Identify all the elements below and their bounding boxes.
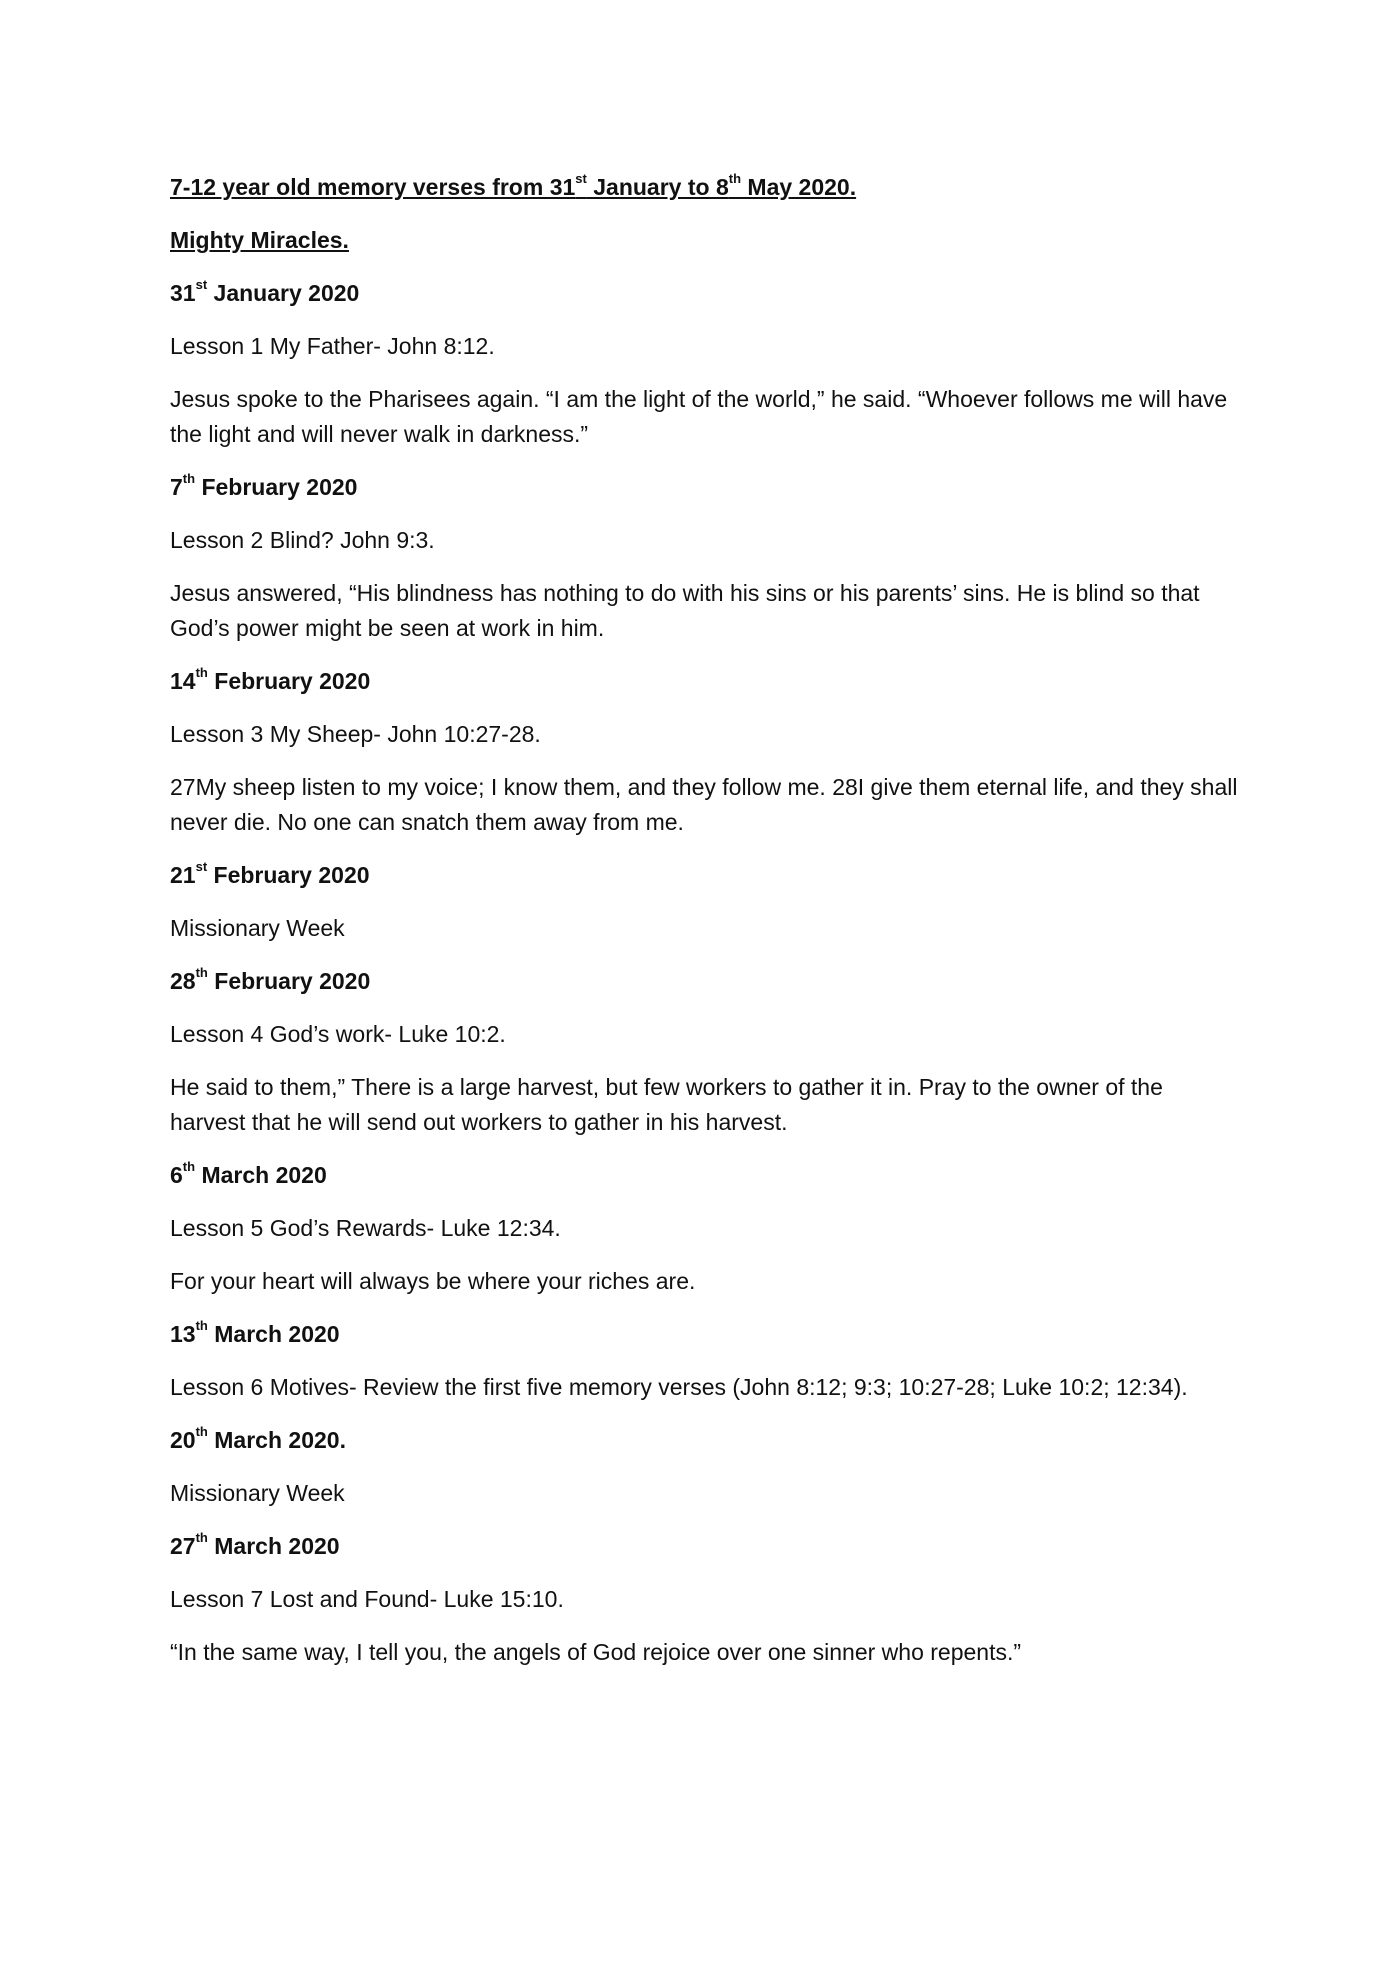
list-item	[170, 1158, 1240, 1299]
entries-list	[170, 276, 1240, 1670]
entry-verse: 27My sheep listen to my voice; I know them, and they follow me. 28I give them eternal life, and they shall never die. No one can snatch them away from me.	[170, 774, 1238, 835]
entry-date-day: 28	[170, 968, 196, 994]
title-superscript-2: th	[728, 171, 742, 187]
entry-verse: “In the same way, I tell you, the angels of God rejoice over one sinner who repents.”	[170, 1639, 1022, 1665]
entry-date	[170, 664, 1240, 699]
entry-date-ordinal: th	[182, 471, 196, 487]
list-item	[170, 1317, 1240, 1405]
entry-date	[170, 1423, 1240, 1458]
entry-verse: He said to them,” There is a large harvest, but few workers to gather it in. Pray to the owner of the harvest that he will send out workers to gather in his harvest.	[170, 1074, 1163, 1135]
entry-lesson: Lesson 6 Motives- Review the first five memory verses (John 8:12; 9:3; 10:27-28; Luke 10:2; 12:34).	[170, 1374, 1188, 1400]
entry-date-ordinal: st	[195, 277, 208, 293]
entry-date-ordinal: th	[195, 965, 208, 981]
entry-date-day: 31	[170, 280, 196, 306]
entry-lesson: Missionary Week	[170, 915, 345, 941]
entry-date-month-year: February 2020	[195, 474, 358, 500]
entry-date-day: 21	[170, 862, 196, 888]
entry-verse: For your heart will always be where your riches are.	[170, 1268, 696, 1294]
list-item	[170, 858, 1240, 946]
title-text-part2: January to 8	[586, 174, 729, 200]
entry-date-day: 27	[170, 1533, 196, 1559]
entry-lesson: Lesson 2 Blind? John 9:3.	[170, 527, 435, 553]
entry-lesson: Lesson 4 God’s work- Luke 10:2.	[170, 1021, 506, 1047]
entry-date-ordinal: th	[195, 1424, 208, 1440]
list-item	[170, 276, 1240, 452]
entry-date	[170, 1158, 1240, 1193]
entry-date-ordinal: th	[182, 1159, 196, 1175]
entry-date	[170, 964, 1240, 999]
entry-date	[170, 276, 1240, 311]
entry-date-month-year: February 2020	[207, 968, 371, 994]
list-item	[170, 1529, 1240, 1670]
entry-date	[170, 1529, 1240, 1564]
title-text-part3: May 2020.	[741, 174, 857, 200]
entry-date	[170, 858, 1240, 893]
entry-lesson: Lesson 3 My Sheep- John 10:27-28.	[170, 721, 541, 747]
entry-date-day: 6	[170, 1162, 183, 1188]
entry-date	[170, 470, 1240, 505]
list-item	[170, 664, 1240, 840]
entry-date-month-year: March 2020.	[207, 1427, 346, 1453]
entry-lesson: Lesson 1 My Father- John 8:12.	[170, 333, 495, 359]
entry-date-month-year: March 2020	[195, 1162, 327, 1188]
entry-date-month-year: March 2020	[207, 1321, 340, 1347]
list-item	[170, 470, 1240, 646]
entry-lesson: Missionary Week	[170, 1480, 345, 1506]
list-item	[170, 964, 1240, 1140]
entry-date-ordinal: th	[195, 665, 208, 681]
entry-date-ordinal: th	[195, 1530, 208, 1546]
title-superscript-1: st	[575, 171, 587, 187]
entry-date-month-year: February 2020	[207, 862, 370, 888]
entry-date-day: 13	[170, 1321, 196, 1347]
entry-date-month-year: January 2020	[207, 280, 360, 306]
entry-date-ordinal: th	[195, 1318, 208, 1334]
list-item	[170, 1423, 1240, 1511]
series-title: Mighty Miracles.	[170, 227, 349, 253]
entry-date-day: 14	[170, 668, 196, 694]
entry-date-day: 20	[170, 1427, 196, 1453]
entry-verse: Jesus answered, “His blindness has nothing to do with his sins or his parents’ sins. He is blind so that God’s power might be seen at work in him.	[170, 580, 1200, 641]
document-page	[170, 170, 1240, 1688]
entry-lesson: Lesson 7 Lost and Found- Luke 15:10.	[170, 1586, 564, 1612]
entry-date-ordinal: st	[195, 859, 208, 875]
title-text-part1: 7-12 year old memory verses from 31	[170, 174, 576, 200]
entry-date-day: 7	[170, 474, 183, 500]
entry-date-month-year: February 2020	[207, 668, 371, 694]
entry-date	[170, 1317, 1240, 1352]
entry-date-month-year: March 2020	[207, 1533, 340, 1559]
entry-lesson: Lesson 5 God’s Rewards- Luke 12:34.	[170, 1215, 561, 1241]
entry-verse: Jesus spoke to the Pharisees again. “I am the light of the world,” he said. “Whoever follows me will have the light and will never walk in darkness.”	[170, 386, 1228, 447]
document-title	[170, 170, 1240, 205]
